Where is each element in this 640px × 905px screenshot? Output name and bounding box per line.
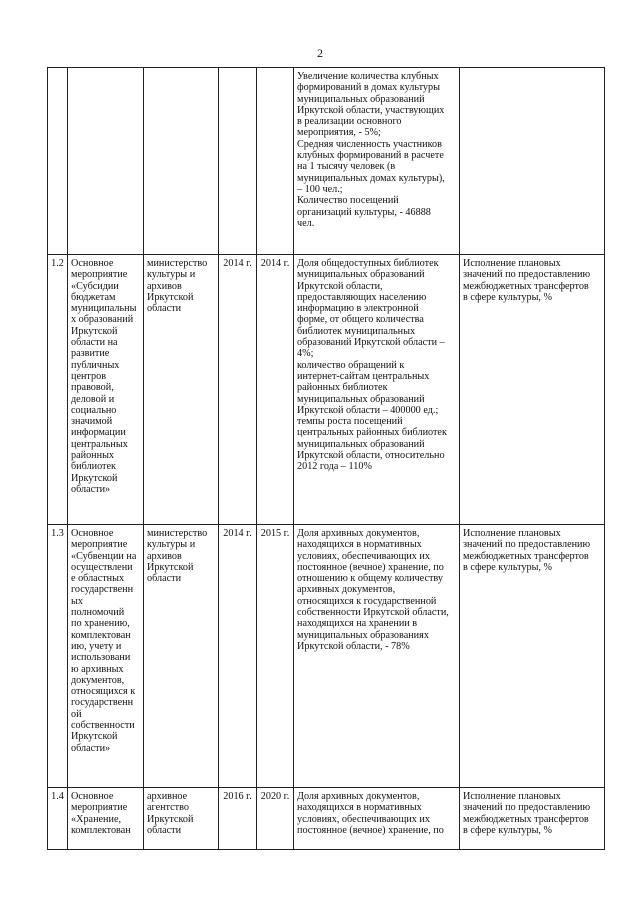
row-number-cell: 1.3 — [48, 525, 68, 788]
table-row — [48, 68, 605, 255]
row-number-cell: 1.4 — [48, 788, 68, 850]
activity-name-cell — [68, 68, 144, 255]
end-year-cell: 2020 г. — [257, 788, 294, 850]
table-row — [48, 255, 605, 525]
expected-result-cell: Увеличение количества клубных формирований в домах культуры муниципальных образований Иркутской области, участвующих в реализации основного мероприятия, - 5%; Средняя численность участников клубных формирований в расчете на 1 тысячу человек (в муниципальных домах культуры), – 100 чел.; Количество посещений организаций культуры, - 46888 чел. — [294, 68, 460, 255]
row-number-cell — [48, 68, 68, 255]
row-number-cell: 1.2 — [48, 255, 68, 525]
indicator-cell: Исполнение плановых значений по предоставлению межбюджетных трансфертов в сфере культуры, % — [460, 255, 605, 525]
end-year-cell: 2015 г. — [257, 525, 294, 788]
activity-name-cell: Основное мероприятие «Хранение, комплектован — [68, 788, 144, 850]
executor-cell: министерство культуры и архивов Иркутской области — [144, 255, 219, 525]
start-year-cell: 2016 г. — [219, 788, 257, 850]
executor-cell: архивное агентство Иркутской области — [144, 788, 219, 850]
activity-name-cell: Основное мероприятие «Субсидии бюджетам муниципальны х образований Иркутской области на развитие публичных центров правовой, деловой и социально значимой информации центральных районных библиотек Иркутской области» — [68, 255, 144, 525]
executor-cell — [144, 68, 219, 255]
expected-result-cell: Доля общедоступных библиотек муниципальных образований Иркутской области, предоставляющих населению информацию в электронной форме, от общего количества библиотек муниципальных образований Иркутской области – 4%; количество обращений к интернет-сайтам центральных районных библиотек муниципальных образований Иркутской области – 400000 ед.; темпы роста посещений центральных районных библиотек муниципальных образований Иркутской области, относительно 2012 года – 110% — [294, 255, 460, 525]
start-year-cell: 2014 г. — [219, 525, 257, 788]
indicator-cell: Исполнение плановых значений по предоставлению межбюджетных трансфертов в сфере культуры, % — [460, 788, 605, 850]
executor-cell: министерство культуры и архивов Иркутской области — [144, 525, 219, 788]
end-year-cell: 2014 г. — [257, 255, 294, 525]
table-row — [48, 525, 605, 788]
indicator-cell: Исполнение плановых значений по предоставлению межбюджетных трансфертов в сфере культуры, % — [460, 525, 605, 788]
page-number: 2 — [317, 46, 323, 60]
table-row — [48, 788, 605, 850]
end-year-cell — [257, 68, 294, 255]
program-table — [47, 67, 605, 850]
expected-result-cell: Доля архивных документов, находящихся в нормативных условиях, обеспечивающих их постоянное (вечное) хранение, по отношению к общему количеству архивных документов, относящихся к государственной собственности Иркутской области, находящихся на хранении в муниципальных образованиях Иркутской области, - 78% — [294, 525, 460, 788]
expected-result-cell: Доля архивных документов, находящихся в нормативных условиях, обеспечивающих их постоянное (вечное) хранение, по — [294, 788, 460, 850]
start-year-cell — [219, 68, 257, 255]
activity-name-cell: Основное мероприятие «Субвенции на осуществлени е областных государственн ых полномочий по хранению, комплектован ию, учету и использовани ю архивных документов, относящихся к государственн ой собственности Иркутской области» — [68, 525, 144, 788]
start-year-cell: 2014 г. — [219, 255, 257, 525]
indicator-cell — [460, 68, 605, 255]
